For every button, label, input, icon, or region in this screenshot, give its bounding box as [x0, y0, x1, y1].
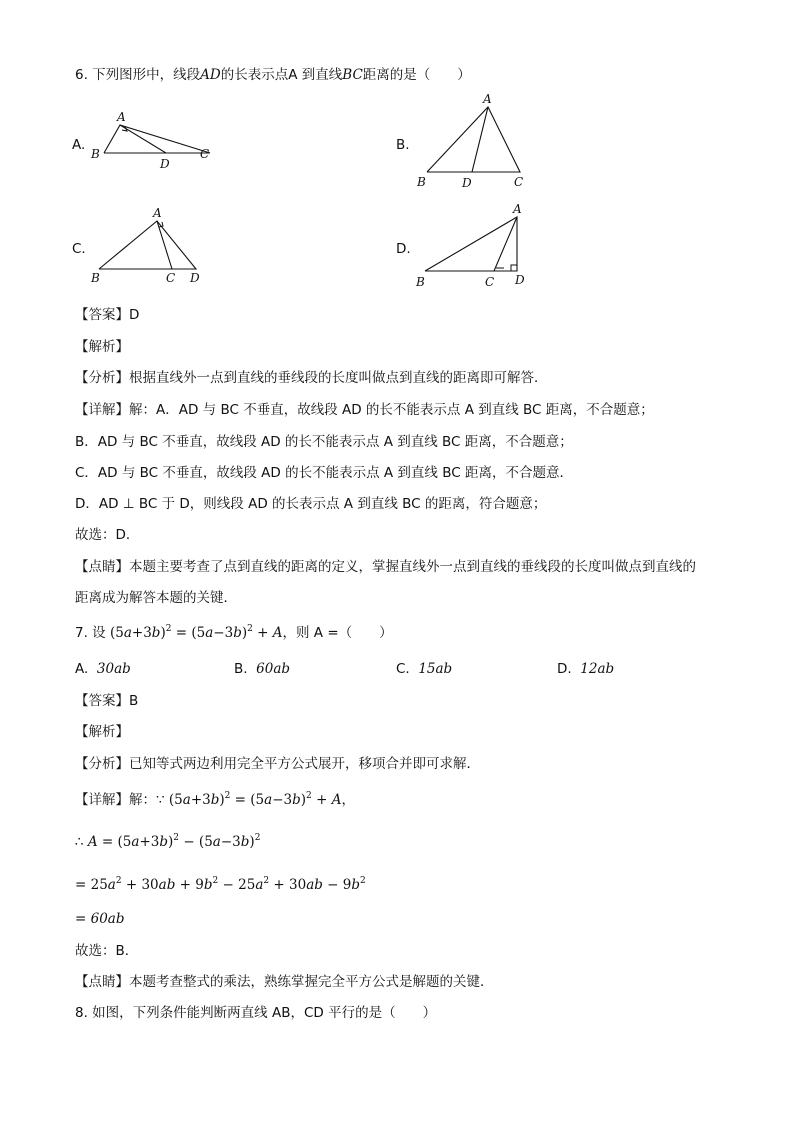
q6-figure-c	[88, 204, 218, 293]
fig-d-label-d: D	[515, 273, 525, 287]
fig-c-label-c: C	[166, 271, 176, 285]
q8-stem: 8. 如图，下列条件能判断两直线 AB，CD 平行的是（ ）	[75, 1005, 437, 1021]
q7-detail-equation: ∵ $(5a+3b)^2 = (5a-3b)^2 + A$，	[156, 791, 355, 808]
q6-option-a-label: A.	[72, 137, 86, 153]
q6-detail-line: 【详解】解：A．AD 与 BC 不垂直，故线段 AD 的长不能表示点 A 到直线 BC 距离，不合题意；	[75, 402, 654, 418]
fig-c-label-d: D	[190, 271, 200, 285]
q7-step-2	[75, 876, 366, 894]
q7-detail-prefix: 【详解】解：	[75, 792, 156, 808]
q6-detail-line: C．AD 与 BC 不垂直，故线段 AD 的长不能表示点 A 到直线 BC 距离，不合题意．	[75, 465, 573, 481]
fig-d-label-c: C	[485, 275, 495, 289]
q6-option-d-label: D.	[396, 241, 411, 257]
q7-step-1	[75, 833, 260, 851]
q6-stem	[75, 66, 471, 84]
q7-option-a	[75, 661, 131, 677]
q7-stem-suffix: ，则 A =（ ）	[282, 625, 393, 641]
q7-option-letter: D.	[557, 661, 572, 677]
fig-c-label-b: B	[91, 271, 100, 285]
fig-d-label-a: A	[513, 202, 522, 216]
fig-b-label-c: C	[514, 175, 524, 189]
fig-a-label-b: B	[91, 147, 100, 161]
q7-option-letter: A.	[75, 661, 89, 677]
q6-stem-part: 距离的是（ ）	[362, 67, 471, 83]
q6-figure-d	[410, 200, 540, 296]
q7-option-b	[234, 661, 290, 677]
fig-b-label-d: D	[462, 176, 472, 190]
q6-stem-part: 的长表示点A 到直线	[220, 67, 343, 83]
q7-equation: $(5a+3b)^2 = (5a-3b)^2 + A$	[109, 624, 283, 641]
q7-choice: 故选：B．	[75, 943, 139, 959]
q6-detail-line: D．AD ⊥ BC 于 D，则线段 AD 的长表示点 A 到直线 BC 的距离，符合题意；	[75, 496, 547, 512]
q6-dianjing: 【点睛】本题主要考查了点到直线的距离的定义，掌握直线外一点到直线的垂线段的长度叫做点到直线的	[75, 559, 696, 575]
q7-option-value: 15ab	[418, 661, 453, 677]
q7-option-value: 12ab	[580, 661, 615, 677]
q7-detail	[75, 791, 355, 809]
q6-stem-part: 6. 下列图形中，线段	[75, 67, 201, 83]
q6-option-b-label: B.	[396, 137, 410, 153]
q6-choice: 故选：D．	[75, 527, 140, 543]
fig-a-label-c: C	[200, 147, 210, 161]
q7-fenxi: 【分析】已知等式两边利用完全平方公式展开，移项合并即可求解．	[75, 756, 480, 772]
q7-stem-prefix: 7. 设	[75, 625, 106, 641]
q6-stem-ad: AD	[200, 67, 221, 83]
q7-option-letter: B.	[234, 661, 248, 677]
fig-b-label-a: A	[483, 92, 492, 106]
q6-figure-a	[88, 108, 228, 177]
q7-step-2-equation: = $25a^2 + 30ab + 9b^2 - 25a^2 + 30ab - 9b^2$	[75, 876, 366, 893]
q6-stem-bc: BC	[342, 67, 363, 83]
q7-option-value: 60ab	[256, 661, 291, 677]
q6-answer: 【答案】D	[75, 307, 140, 323]
q6-detail-line: B．AD 与 BC 不垂直，故线段 AD 的长不能表示点 A 到直线 BC 距离，不合题意；	[75, 434, 573, 450]
q7-jiexi: 【解析】	[75, 724, 129, 740]
q6-dianjing-cont: 距离成为解答本题的关键．	[75, 590, 237, 606]
q7-option-c	[396, 661, 452, 677]
fig-d-label-b: B	[416, 275, 425, 289]
q7-stem	[75, 624, 393, 642]
q7-therefore: ∴	[75, 834, 84, 850]
fig-a-label-d: D	[160, 157, 170, 171]
fig-a-label-a: A	[117, 110, 126, 124]
q7-option-letter: C.	[396, 661, 410, 677]
q6-jiexi: 【解析】	[75, 339, 129, 355]
fig-b-label-b: B	[417, 175, 426, 189]
q7-dianjing: 【点睛】本题考查整式的乘法，熟练掌握完全平方公式是解题的关键．	[75, 974, 494, 990]
q7-answer: 【答案】B	[75, 693, 139, 709]
q7-step-1-equation: $A = (5a+3b)^2 - (5a-3b)^2$	[87, 833, 261, 850]
q7-step-3: = 60ab	[75, 911, 125, 927]
fig-c-label-a: A	[153, 206, 162, 220]
q6-option-c-label: C.	[72, 241, 86, 257]
q7-option-value: 30ab	[96, 661, 131, 677]
q6-fenxi: 【分析】根据直线外一点到直线的垂线段的长度叫做点到直线的距离即可解答．	[75, 370, 548, 386]
q7-option-d	[557, 661, 614, 677]
q6-figure-b	[410, 92, 540, 196]
